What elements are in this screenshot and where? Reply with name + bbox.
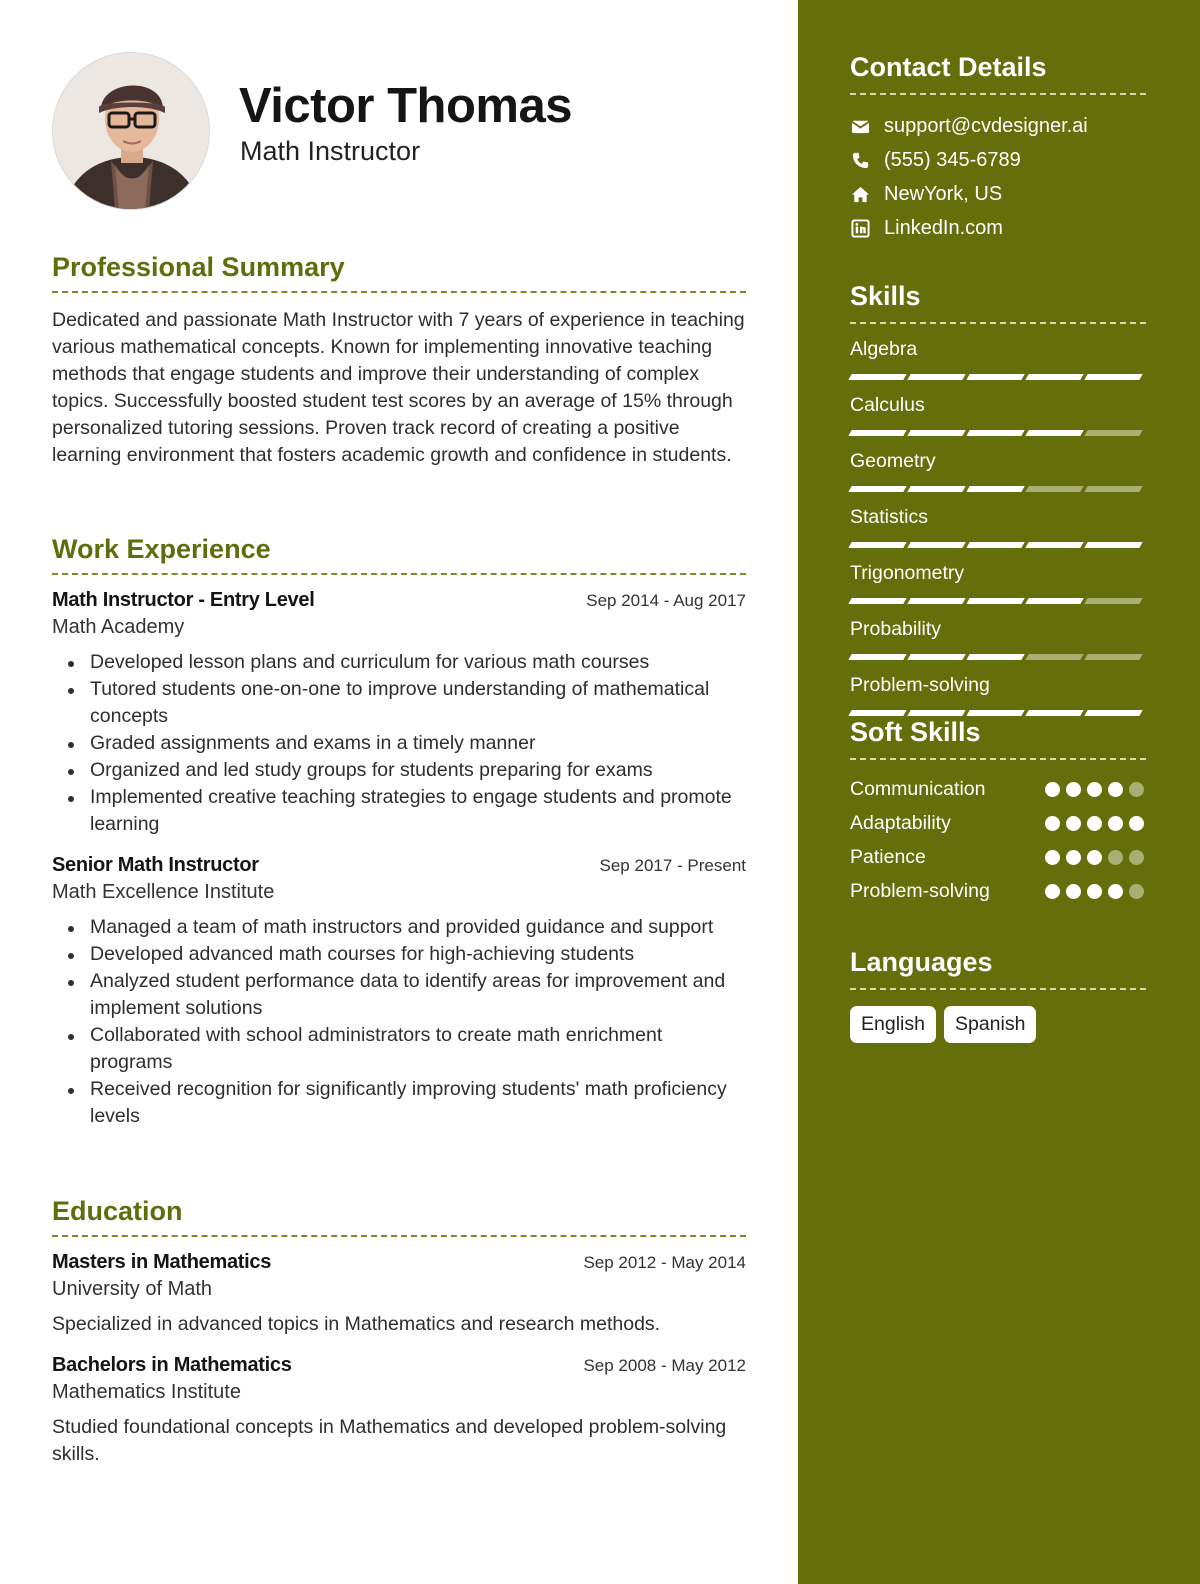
skill-level-segment (1025, 710, 1083, 716)
job-title: Senior Math Instructor (52, 854, 259, 876)
skill-level-segment (1084, 430, 1142, 436)
degree-title: Masters in Mathematics (52, 1251, 272, 1273)
candidate-title: Math Instructor (240, 136, 421, 166)
job-date: Sep 2017 - Present (599, 856, 746, 875)
soft-skill-rating (1045, 816, 1144, 831)
rating-dot (1108, 816, 1123, 831)
summary-text: Dedicated and passionate Math Instructor with 7 years of experience in teaching various mathematical concepts. Known for implementing innovative teaching methods that engage students and improve their understanding of complex topics. Successfully boosted student test scores by an average of 15% through personalized tutoring sessions. Proven track record of creating a positive learning environment that fosters academic growth and confidence in students. (52, 309, 745, 466)
skill-level-bar (850, 374, 1146, 380)
job-entry (52, 589, 746, 838)
skill-level-segment (907, 486, 965, 492)
rating-dot (1108, 782, 1123, 797)
skill-level-segment (907, 542, 965, 548)
skills-list (850, 338, 1146, 716)
soft-skill-name: Patience (850, 845, 926, 868)
skill-level-segment (848, 598, 906, 604)
person-portrait-icon (53, 53, 210, 210)
skill-level-bar (850, 430, 1146, 436)
bullet-item: Analyzed student performance data to identify areas for improvement and implement solutions (52, 968, 746, 1022)
sidebar (798, 0, 1200, 1584)
soft-skill-item (850, 840, 1146, 874)
skill-item (850, 450, 1146, 492)
education-section (52, 1196, 746, 1468)
skill-level-segment (966, 598, 1024, 604)
languages-heading: Languages (850, 947, 1146, 990)
bullet-item: Tutored students one-on-one to improve understanding of mathematical concepts (52, 676, 746, 730)
rating-dot (1045, 782, 1060, 797)
skill-level-segment (848, 710, 906, 716)
summary-section (52, 252, 746, 469)
soft-skills-list (850, 772, 1146, 908)
experience-section (52, 534, 746, 1130)
skill-level-segment (907, 430, 965, 436)
bullet-item: Collaborated with school administrators to create math enrichment programs (52, 1022, 746, 1076)
linkedin-icon (850, 218, 870, 238)
contact-section (850, 52, 1146, 245)
soft-skill-item (850, 874, 1146, 908)
rating-dot (1108, 850, 1123, 865)
profile-photo (52, 52, 210, 210)
skill-level-segment (1025, 542, 1083, 548)
contact-email[interactable] (850, 109, 1146, 143)
school-name: Mathematics Institute (52, 1381, 241, 1403)
soft-skills-section (850, 717, 1146, 908)
experience-heading: Work Experience (52, 534, 746, 575)
education-description: Studied foundational concepts in Mathematics and developed problem-solving skills. (52, 1416, 727, 1465)
rating-dot (1129, 850, 1144, 865)
skill-level-segment (848, 542, 906, 548)
education-entry (52, 1354, 746, 1468)
soft-skill-name: Problem-solving (850, 879, 990, 902)
skill-level-segment (966, 374, 1024, 380)
summary-heading: Professional Summary (52, 252, 746, 293)
skill-level-bar (850, 598, 1146, 604)
skill-level-segment (966, 542, 1024, 548)
school-name: University of Math (52, 1278, 213, 1300)
skill-level-segment (1025, 598, 1083, 604)
skill-item (850, 674, 1146, 716)
skill-name: Geometry (850, 450, 936, 472)
soft-skill-rating (1045, 884, 1144, 899)
phone-icon (850, 150, 870, 170)
job-title: Math Instructor - Entry Level (52, 589, 315, 611)
rating-dot (1087, 816, 1102, 831)
bullet-item: Graded assignments and exams in a timely manner (52, 730, 746, 757)
job-company: Math Excellence Institute (52, 881, 275, 903)
education-heading: Education (52, 1196, 746, 1237)
skill-level-segment (1084, 374, 1142, 380)
rating-dot (1129, 816, 1144, 831)
skill-level-segment (1084, 654, 1142, 660)
skill-level-segment (1025, 374, 1083, 380)
skill-name: Algebra (850, 338, 918, 360)
skill-level-segment (848, 654, 906, 660)
contact-phone[interactable] (850, 143, 1146, 177)
degree-title: Bachelors in Mathematics (52, 1354, 292, 1376)
skill-level-segment (907, 598, 965, 604)
skill-level-segment (1025, 430, 1083, 436)
rating-dot (1087, 850, 1102, 865)
skill-level-segment (1025, 486, 1083, 492)
candidate-name: Victor Thomas (239, 79, 572, 133)
bullet-item: Managed a team of math instructors and provided guidance and support (52, 914, 746, 941)
rating-dot (1045, 816, 1060, 831)
skill-level-segment (848, 430, 906, 436)
skill-level-segment (1084, 710, 1142, 716)
home-icon (850, 184, 870, 204)
soft-skill-name: Adaptability (850, 811, 951, 834)
skill-name: Calculus (850, 394, 925, 416)
soft-skill-name: Communication (850, 777, 986, 800)
skill-level-segment (966, 486, 1024, 492)
skill-item (850, 562, 1146, 604)
skill-level-bar (850, 710, 1146, 716)
skill-item (850, 338, 1146, 380)
skill-item (850, 618, 1146, 660)
rating-dot (1045, 850, 1060, 865)
job-bullets (52, 649, 746, 838)
rating-dot (1045, 884, 1060, 899)
skill-level-segment (1084, 542, 1142, 548)
contact-heading: Contact Details (850, 52, 1146, 95)
contact-list (850, 109, 1146, 245)
rating-dot (1108, 884, 1123, 899)
skill-level-segment (848, 374, 906, 380)
language-tag: Spanish (944, 1006, 1036, 1043)
skill-name: Statistics (850, 506, 929, 528)
soft-skill-item (850, 806, 1146, 840)
language-tag: English (850, 1006, 936, 1043)
contact-linkedin-text: LinkedIn.com (884, 216, 1003, 239)
bullet-item: Received recognition for significantly improving students' math proficiency levels (52, 1076, 746, 1130)
rating-dot (1066, 884, 1081, 899)
rating-dot (1066, 850, 1081, 865)
soft-skill-rating (1045, 782, 1144, 797)
contact-email-text: support@cvdesigner.ai (884, 114, 1088, 137)
skill-item (850, 506, 1146, 548)
skill-name: Trigonometry (850, 562, 965, 584)
rating-dot (1129, 884, 1144, 899)
rating-dot (1066, 782, 1081, 797)
skill-level-bar (850, 542, 1146, 548)
soft-skill-rating (1045, 850, 1144, 865)
job-bullets (52, 914, 746, 1130)
education-description: Specialized in advanced topics in Mathematics and research methods. (52, 1313, 661, 1335)
skill-item (850, 394, 1146, 436)
languages-section (850, 947, 1146, 1043)
education-date: Sep 2012 - May 2014 (583, 1253, 746, 1272)
contact-phone-text: (555) 345-6789 (884, 148, 1021, 171)
contact-location-text: NewYork, US (884, 182, 1003, 205)
skills-heading: Skills (850, 281, 1146, 324)
skill-level-bar (850, 486, 1146, 492)
rating-dot (1087, 884, 1102, 899)
bullet-item: Implemented creative teaching strategies to engage students and promote learning (52, 784, 746, 838)
skill-name: Probability (850, 618, 942, 640)
rating-dot (1129, 782, 1144, 797)
skills-section (850, 281, 1146, 716)
contact-location (850, 177, 1146, 211)
bullet-item: Developed lesson plans and curriculum for various math courses (52, 649, 746, 676)
soft-skills-heading: Soft Skills (850, 717, 1146, 760)
job-entry (52, 854, 746, 1130)
envelope-icon (850, 116, 870, 136)
education-date: Sep 2008 - May 2012 (583, 1356, 746, 1375)
skill-level-segment (907, 710, 965, 716)
job-date: Sep 2014 - Aug 2017 (586, 591, 746, 610)
skill-level-segment (1084, 486, 1142, 492)
skill-level-segment (1084, 598, 1142, 604)
skill-level-segment (966, 654, 1024, 660)
job-company: Math Academy (52, 616, 185, 638)
rating-dot (1066, 816, 1081, 831)
skill-level-segment (966, 710, 1024, 716)
soft-skill-item (850, 772, 1146, 806)
skill-level-segment (1025, 654, 1083, 660)
skill-level-bar (850, 654, 1146, 660)
skill-level-segment (966, 430, 1024, 436)
skill-level-segment (907, 374, 965, 380)
contact-linkedin[interactable] (850, 211, 1146, 245)
education-entry (52, 1251, 746, 1338)
bullet-item: Organized and led study groups for students preparing for exams (52, 757, 746, 784)
bullet-item: Developed advanced math courses for high-achieving students (52, 941, 746, 968)
language-tags (850, 1006, 1146, 1043)
skill-level-segment (907, 654, 965, 660)
skill-name: Problem-solving (850, 674, 990, 696)
rating-dot (1087, 782, 1102, 797)
skill-level-segment (848, 486, 906, 492)
